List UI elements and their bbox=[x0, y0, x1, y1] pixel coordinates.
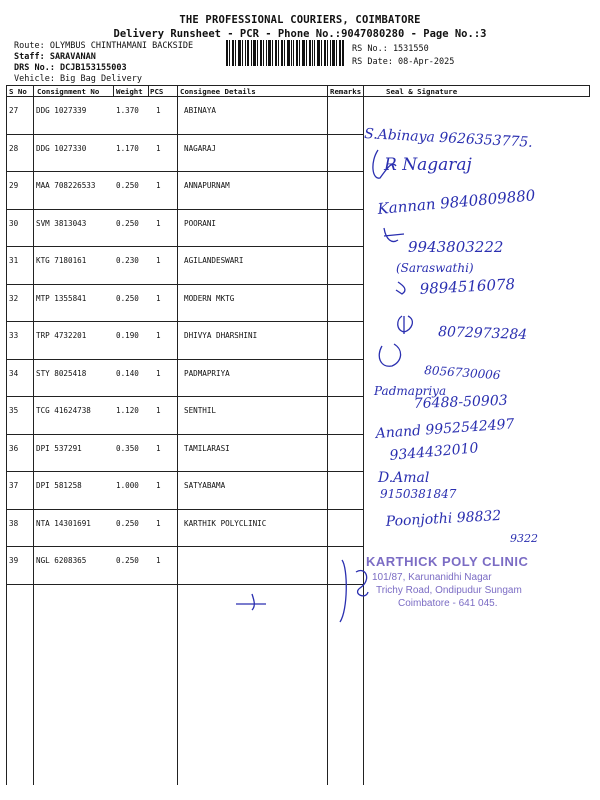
signature-text: Anand 9952542497 bbox=[375, 416, 515, 442]
signature-text: 9344432010 bbox=[388, 440, 480, 464]
signature-text: 9150381847 bbox=[380, 487, 457, 501]
cell-consignee: SENTHIL bbox=[184, 406, 217, 415]
rs-date: RS Date: 08-Apr-2025 bbox=[352, 57, 455, 67]
cell-weight: 1.170 bbox=[116, 143, 139, 153]
cell-consignee: MODERN MKTG bbox=[184, 293, 235, 303]
cell-consignee: PADMAPRIYA bbox=[184, 368, 230, 378]
runsheet-subtitle: Delivery Runsheet - PCR - Phone No.:9047080280 - Page No.:3 bbox=[113, 28, 487, 40]
col-header-remarks: Remarks bbox=[330, 87, 362, 96]
cell-sno: 34 bbox=[9, 368, 19, 378]
drs-text: DRS No.: DCJB153155003 bbox=[14, 63, 127, 73]
cell-consignee: DHIVYA DHARSHINI bbox=[184, 331, 258, 340]
cell-pcs: 1 bbox=[156, 368, 161, 378]
cell-sno: 39 bbox=[9, 556, 19, 565]
cell-consignment-no: NTA 14301691 bbox=[36, 518, 91, 528]
signature-text: Padmapriya bbox=[374, 384, 447, 398]
cell-consignment-no: MAA 708226533 bbox=[36, 181, 96, 190]
vehicle-text: Vehicle: Big Bag Delivery bbox=[14, 74, 142, 84]
signature-text: Poonjothi 98832 bbox=[385, 507, 502, 530]
cell-pcs: 1 bbox=[156, 106, 161, 115]
cell-weight: 0.250 bbox=[116, 293, 139, 303]
route-text: Route: OLYMBUS CHINTHAMANI BACKSIDE bbox=[14, 41, 194, 51]
rs-number: RS No.: 1531550 bbox=[352, 44, 429, 54]
cell-weight: 0.190 bbox=[116, 331, 139, 340]
cell-pcs: 1 bbox=[156, 256, 161, 265]
col-header-consignment: Consignment No bbox=[37, 87, 100, 96]
runsheet-header-title: THE PROFESSIONAL COURIERS, COIMBATORE bbox=[179, 14, 421, 26]
cell-consignment-no: KTG 7180161 bbox=[36, 256, 87, 265]
signature-scribble bbox=[398, 316, 413, 334]
cell-consignment-no: TRP 4732201 bbox=[36, 331, 87, 340]
cell-sno: 29 bbox=[9, 181, 19, 190]
col-header-pcs: PCS bbox=[150, 87, 164, 96]
cell-pcs: 1 bbox=[156, 331, 161, 340]
signature-text: 76488-50903 bbox=[413, 392, 508, 412]
cell-weight: 0.350 bbox=[116, 443, 139, 453]
signature-text: 9943803222 bbox=[408, 238, 504, 256]
cell-consignment-no: DDG 1027339 bbox=[36, 106, 87, 115]
cell-weight: 1.370 bbox=[116, 106, 139, 115]
cell-consignment-no: STY 8025418 bbox=[36, 368, 87, 378]
cell-consignee: ANNAPURNAM bbox=[184, 181, 230, 190]
clinic-stamp bbox=[358, 552, 558, 622]
signature-text: D.Amal bbox=[378, 470, 430, 486]
cell-consignee: KARTHIK POLYCLINIC bbox=[184, 518, 267, 528]
cell-weight: 0.250 bbox=[116, 181, 139, 190]
cell-consignee: ABINAYA bbox=[184, 106, 217, 115]
cell-weight: 0.140 bbox=[116, 368, 139, 378]
cell-consignment-no: TCG 41624738 bbox=[36, 406, 91, 415]
cell-sno: 38 bbox=[9, 518, 19, 528]
stamp-address-2: Trichy Road, Ondipudur Sungam bbox=[376, 585, 522, 596]
col-header-sno: S No bbox=[9, 87, 27, 96]
cell-weight: 0.250 bbox=[116, 218, 139, 228]
signature-text: S.Abinaya 9626353775. bbox=[363, 126, 534, 151]
signature-scribble bbox=[396, 282, 405, 294]
cell-pcs: 1 bbox=[156, 556, 161, 565]
stamp-address-3: Coimbatore - 641 045. bbox=[398, 598, 498, 609]
cell-pcs: 1 bbox=[156, 218, 161, 228]
cell-weight: 1.000 bbox=[116, 481, 139, 490]
cell-sno: 36 bbox=[9, 443, 19, 453]
cell-weight: 0.250 bbox=[116, 556, 139, 565]
cell-consignee: POORANI bbox=[184, 218, 217, 228]
staff-text: Staff: SARAVANAN bbox=[14, 52, 96, 62]
cell-weight: 0.230 bbox=[116, 256, 139, 265]
signature-scribble bbox=[236, 594, 266, 610]
cell-consignee: TAMILARASI bbox=[184, 443, 230, 453]
signature-text: 9322 bbox=[510, 532, 538, 545]
signature-text: 8056730006 bbox=[423, 363, 501, 383]
cell-consignment-no: DPI 581258 bbox=[36, 481, 82, 490]
signature-text: (Saraswathi) bbox=[396, 261, 474, 275]
cell-sno: 33 bbox=[9, 331, 19, 340]
cell-sno: 27 bbox=[9, 106, 19, 115]
cell-sno: 30 bbox=[9, 218, 19, 228]
col-header-consignee: Consignee Details bbox=[180, 87, 256, 96]
cell-weight: 1.120 bbox=[116, 406, 139, 415]
cell-pcs: 1 bbox=[156, 293, 161, 303]
cell-weight: 0.250 bbox=[116, 518, 139, 528]
cell-sno: 31 bbox=[9, 256, 19, 265]
col-header-seal-signature: Seal & Signature bbox=[386, 87, 458, 96]
signature-text: 9894516078 bbox=[419, 275, 516, 298]
signature-text: Kannan 9840809880 bbox=[376, 186, 537, 218]
stamp-address-1: 101/87, Karunanidhi Nagar bbox=[372, 572, 492, 583]
cell-sno: 32 bbox=[9, 293, 19, 303]
cell-pcs: 1 bbox=[156, 443, 161, 453]
signature-text: 8072973284 bbox=[437, 324, 528, 344]
cell-pcs: 1 bbox=[156, 518, 161, 528]
cell-sno: 37 bbox=[9, 481, 19, 490]
cell-pcs: 1 bbox=[156, 481, 161, 490]
col-header-weight: Weight bbox=[116, 87, 143, 96]
cell-consignee: SATYABAMA bbox=[184, 481, 226, 490]
cell-consignment-no: DDG 1027330 bbox=[36, 143, 87, 153]
cell-pcs: 1 bbox=[156, 181, 161, 190]
cell-sno: 35 bbox=[9, 406, 19, 415]
signature-scribble bbox=[379, 344, 400, 366]
cell-consignment-no: MTP 1355841 bbox=[36, 293, 87, 303]
cell-consignee: NAGARAJ bbox=[184, 143, 217, 153]
signature-scribble bbox=[384, 228, 404, 242]
cell-consignment-no: SVM 3813043 bbox=[36, 218, 87, 228]
cell-consignee: AGILANDESWARI bbox=[184, 256, 244, 265]
cell-pcs: 1 bbox=[156, 406, 161, 415]
cell-pcs: 1 bbox=[156, 143, 161, 153]
signature-text: R Nagaraj bbox=[384, 155, 472, 175]
cell-consignment-no: DPI 537291 bbox=[36, 443, 82, 453]
stamp-name: KARTHICK POLY CLINIC bbox=[366, 554, 529, 569]
cell-sno: 28 bbox=[9, 143, 19, 153]
cell-consignment-no: NGL 6208365 bbox=[36, 556, 87, 565]
